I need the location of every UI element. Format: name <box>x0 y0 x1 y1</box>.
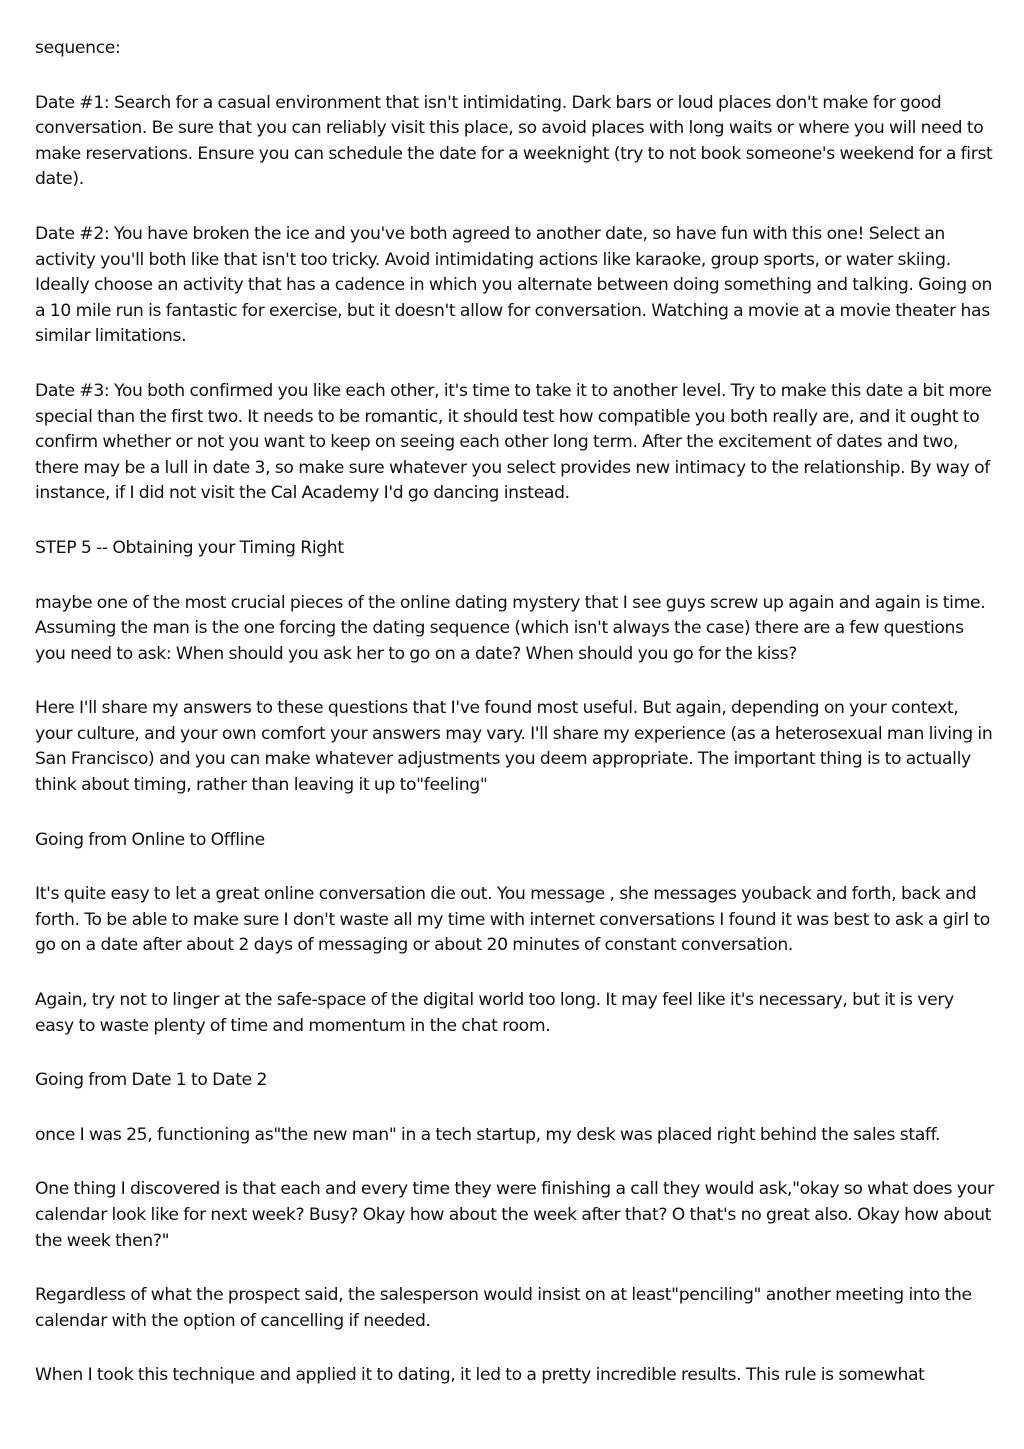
paragraph-tech-startup: once I was 25, functioning as"the new man" in a tech startup, my desk was placed right behind the sales staff. <box>35 1124 941 1145</box>
paragraph-date-2: Date #2: You have broken the ice and you've both agreed to another date, so have fun with this one! Select an activity you'll both like that isn't too tricky. Avoid intimidating actions like karaoke, group sports, or water skiing. Ideally choose an activity that has a cadence in which you alternate between doing something and talking. Going on a 10 mile run is fantastic for exercise, but it doesn't allow for conversation. Watching a movie at a movie theater has similar limitations. <box>35 223 993 347</box>
paragraph-timing-answers: Here I'll share my answers to these questions that I've found most useful. But again, depending on your context, your culture, and your own comfort your answers may vary. I'll share my experience (as a heterosexual man living in San Francisco) and you can make whatever adjustments you deem appropriate. The important thing is to actually think about timing, rather than leaving it up to"feeling" <box>35 698 993 796</box>
document-page <box>35 36 995 1418</box>
heading-online-to-offline: Going from Online to Offline <box>35 829 265 850</box>
paragraph-technique-results: When I took this technique and applied it to dating, it led to a pretty incredible results. This rule is somewhat <box>35 1365 925 1386</box>
paragraph-timing-intro: maybe one of the most crucial pieces of the online dating mystery that I see guys screw up again and again is time. Assuming the man is the one forcing the dating sequence (which isn't always the case) there are a few questions you need to ask: When should you ask her to go on a date? When should you go for the kiss? <box>35 592 986 664</box>
heading-date-1-to-date-2: Going from Date 1 to Date 2 <box>35 1070 268 1091</box>
paragraph-sequence-label: sequence: <box>35 38 121 58</box>
paragraph-sales-calls: One thing I discovered is that each and every time they were finishing a call they would ask,"okay so what does your calendar look like for next week? Busy? Okay how about the week after that? O that's no great also. Okay how about the week then?" <box>35 1179 995 1251</box>
paragraph-date-1: Date #1: Search for a casual environment that isn't intimidating. Dark bars or loud places don't make for good conversation. Be sure that you can reliably visit this place, so avoid places with long waits or where you will need to make reservations. Ensure you can schedule the date for a weeknight (try to not book someone's weekend for a first date). <box>35 92 993 190</box>
paragraph-penciling: Regardless of what the prospect said, the salesperson would insist on at least"penciling" another meeting into the calendar with the option of cancelling if needed. <box>35 1285 972 1331</box>
paragraph-date-3: Date #3: You both confirmed you like each other, it's time to take it to another level. Try to make this date a bit more special than the first two. It needs to be romantic, it should test how compatible you both really are, and it ought to confirm whether or not you want to keep on seeing each other long term. After the excitement of dates and two, there may be a lull in date 3, so make sure whatever you select provides new intimacy to the relationship. By way of instance, if I did not visit the Cal Academy I'd go dancing instead. <box>35 380 992 504</box>
heading-step-5: STEP 5 -- Obtaining your Timing Right <box>35 537 344 558</box>
paragraph-online-conversation: It's quite easy to let a great online conversation die out. You message , she messages youback and forth, back and forth. To be able to make sure I don't waste all my time with internet conversations I found it was best to ask a girl to go on a date after about 2 days of messaging or about 20 minutes of constant conversation. <box>35 884 990 956</box>
paragraph-digital-world: Again, try not to linger at the safe-space of the digital world too long. It may feel like it's necessary, but it is very easy to waste plenty of time and momentum in the chat room. <box>35 990 954 1036</box>
